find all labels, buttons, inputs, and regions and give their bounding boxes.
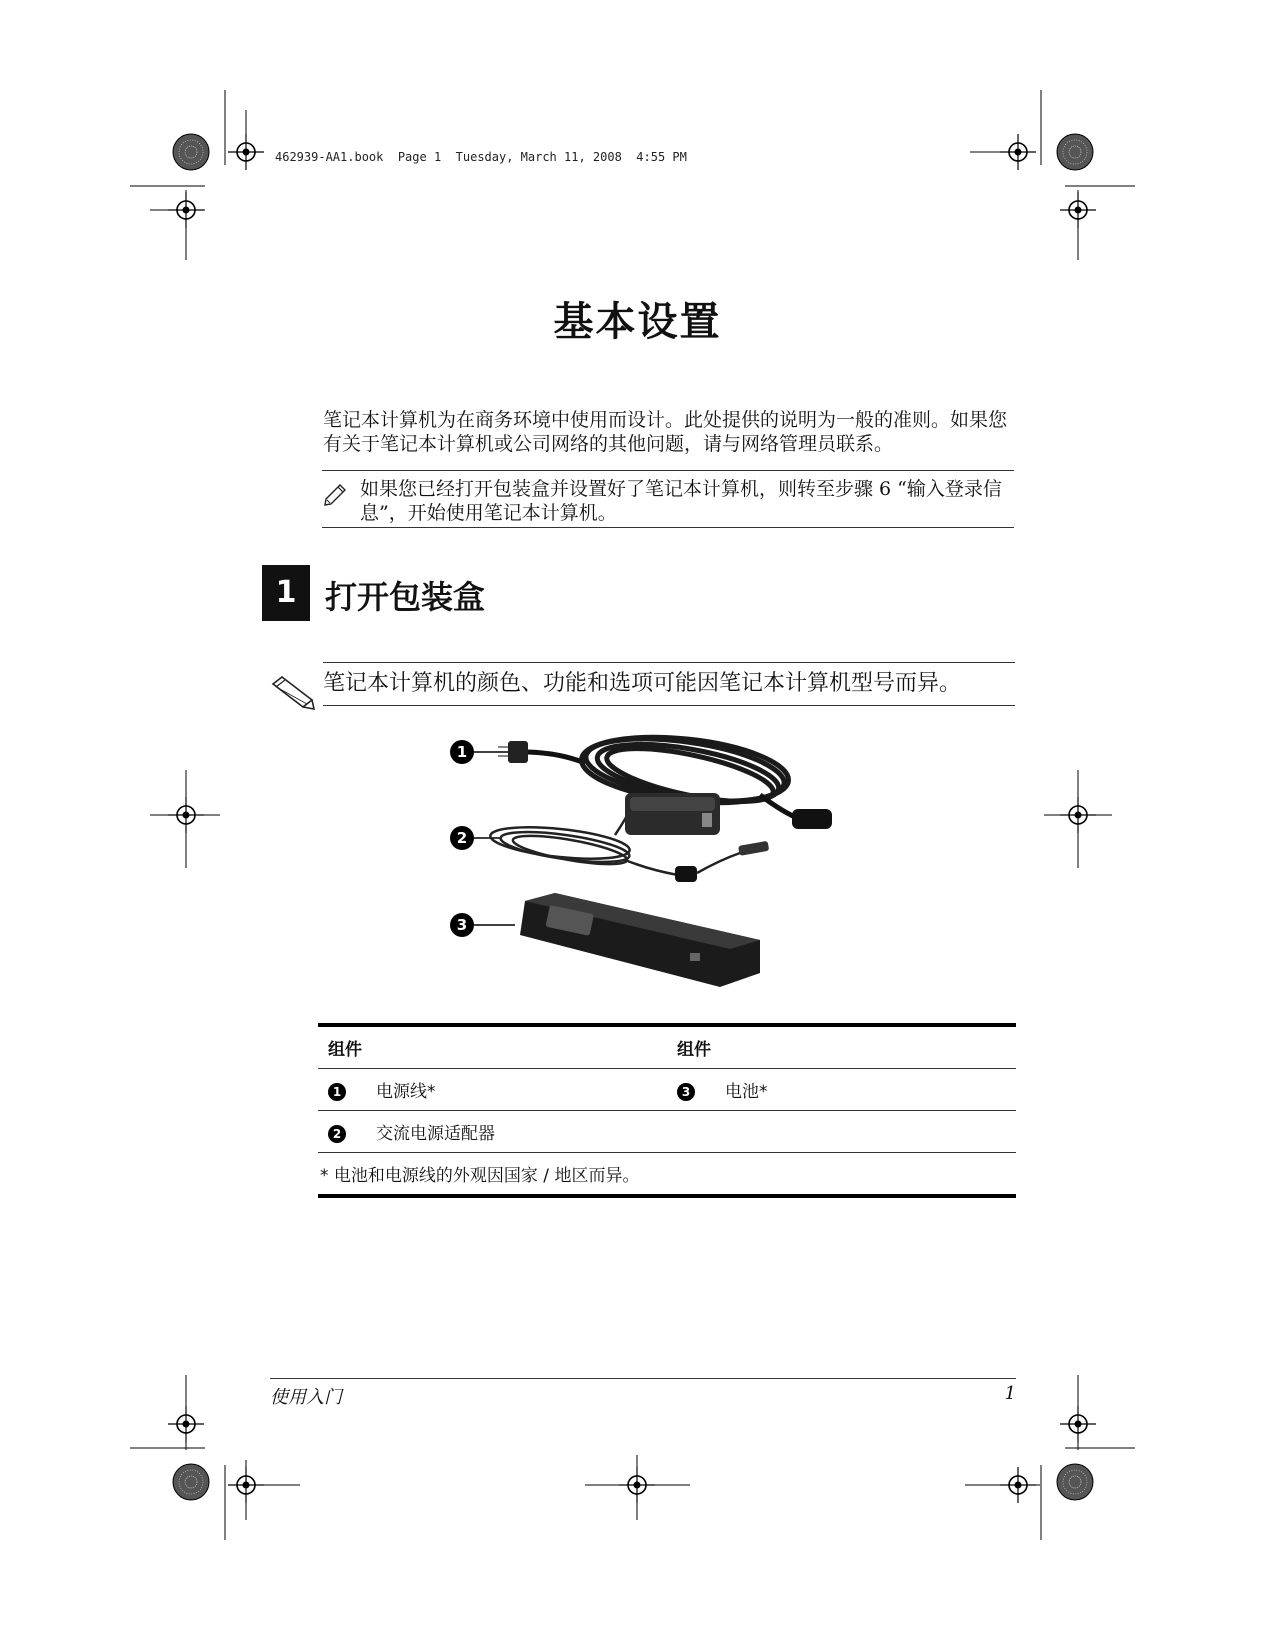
registration-mark-icon	[168, 797, 204, 833]
power-plug	[508, 741, 528, 763]
callout-number: 3	[677, 1083, 695, 1101]
page-title: 基本设置	[553, 299, 722, 345]
book-file: 462939-AA1.book	[275, 150, 384, 164]
table-cell	[667, 1111, 1016, 1153]
registration-mark-icon	[1000, 1467, 1036, 1503]
star-target-icon	[173, 1464, 209, 1500]
note-box	[323, 662, 1015, 706]
pencil-icon	[270, 674, 316, 710]
registration-mark-icon	[1060, 797, 1096, 833]
print-time: 4:55 PM	[636, 150, 687, 164]
registration-mark-icon	[228, 1467, 264, 1503]
star-target-icon	[1057, 1464, 1093, 1500]
table-footnote: * 电池和电源线的外观因国家 / 地区而异。	[318, 1153, 1016, 1197]
callout-number: 1	[328, 1083, 346, 1101]
footer-book-title: 使用入门	[270, 1387, 342, 1408]
page-label: Page 1	[397, 150, 442, 164]
adapter-cable	[489, 822, 631, 870]
callout-number: 2	[328, 1125, 346, 1143]
table-cell	[318, 1069, 667, 1111]
note-text: 笔记本计算机的颜色、功能和选项可能因笔记本计算机型号而异。	[323, 671, 962, 696]
callout-number: 1	[456, 743, 468, 761]
registration-mark-icon	[1060, 1406, 1096, 1442]
registration-mark-icon	[168, 192, 204, 228]
component-label: 电池*	[725, 1082, 768, 1102]
cord-connector	[792, 809, 832, 829]
footer-rule	[270, 1378, 1016, 1379]
footer-page-number: 1	[1004, 1383, 1016, 1404]
section-title: 打开包装盒	[325, 578, 486, 616]
table-footnote-row	[318, 1153, 1016, 1197]
print-header	[275, 150, 687, 164]
battery-pack	[520, 893, 760, 987]
registration-mark-icon	[619, 1467, 655, 1503]
table-row	[318, 1111, 1016, 1153]
registration-mark-icon	[168, 1406, 204, 1442]
dc-plug	[738, 841, 769, 856]
table-row	[318, 1069, 1016, 1111]
callout-number: 2	[456, 829, 468, 847]
note-box	[322, 470, 1014, 528]
note-text: 如果您已经打开包装盒并设置好了笔记本计算机，则转至步骤 6 “输入登录信息”，开始使用笔记本计算机。	[360, 478, 1002, 524]
callout-number: 3	[456, 916, 468, 934]
column-header: 组件	[318, 1025, 667, 1069]
section-number: 1	[262, 565, 310, 621]
component-table	[318, 1023, 1016, 1198]
package-contents-figure	[420, 725, 920, 1000]
star-target-icon	[1057, 134, 1093, 170]
print-date: Tuesday, March 11, 2008	[455, 150, 622, 164]
component-label: 电源线*	[376, 1082, 436, 1102]
column-header: 组件	[667, 1025, 1016, 1069]
component-label: 交流电源适配器	[376, 1124, 495, 1144]
registration-mark-icon	[1060, 192, 1096, 228]
table-cell	[318, 1111, 667, 1153]
table-cell	[667, 1069, 1016, 1111]
table-header-row	[318, 1025, 1016, 1069]
registration-mark-icon	[228, 134, 264, 170]
pencil-icon	[322, 479, 350, 507]
star-target-icon	[173, 134, 209, 170]
registration-mark-icon	[1000, 134, 1036, 170]
ferrite-bead	[675, 866, 697, 882]
intro-paragraph: 笔记本计算机为在商务环境中使用而设计。此处提供的说明为一般的准则。如果您有关于笔记本计算机或公司网络的其他问题，请与网络管理员联系。	[323, 409, 1008, 455]
